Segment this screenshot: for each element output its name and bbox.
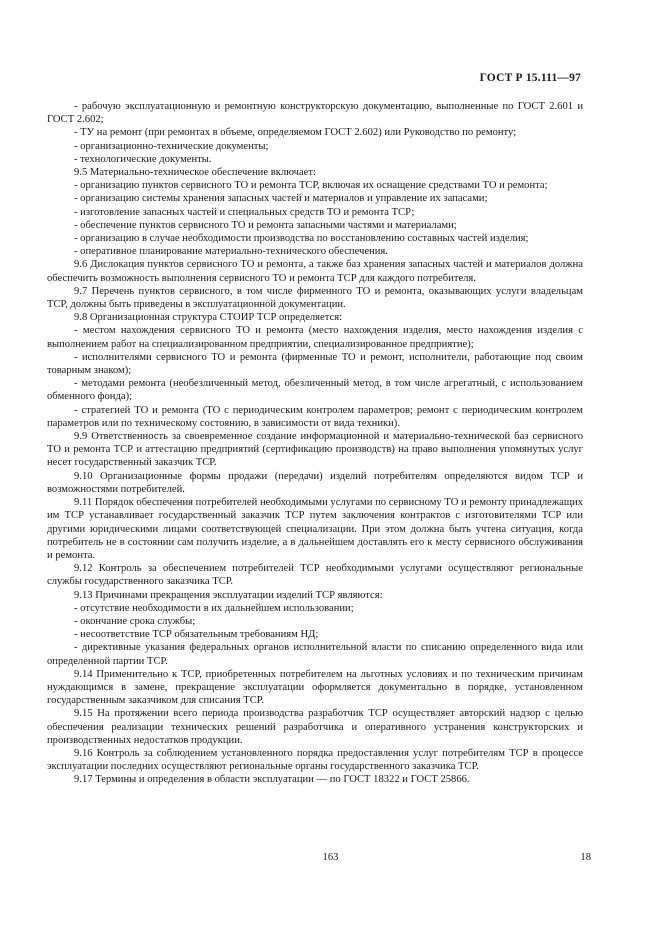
paragraph: - директивные указания федеральных органов исполнительной власти по списанию определенного вида или определенной партии ТСР.	[47, 642, 583, 667]
paragraph: - стратегией ТО и ремонта (ТО с периодическим контролем параметров; ремонт с периодическим контролем параметров или по техническому состоянию, в зависимости от вида техники).	[47, 404, 583, 429]
paragraph: 9.17 Термины и определения в области эксплуатации — по ГОСТ 18322 и ГОСТ 25866.	[74, 774, 470, 786]
paragraph: 9.6 Дислокация пунктов сервисного ТО и ремонта, а также баз хранения запасных частей и материалов должна обеспечить возможность выполнения сервисного ТО и ремонта ТСР для каждого потребителя.	[47, 259, 583, 284]
paragraph: 9.16 Контроль за соблюдением установленного порядка предоставления услуг потребителям ТСР в процессе эксплуатации последних осуществляют региональные органы государственного заказчика ТСР.	[47, 747, 583, 773]
paragraph: 9.9 Ответственность за своевременное создание информационной и материально-технической баз сервисного ТО и ремонта ТСР и аттестацию предприятий (сертификацию производств) на право выполнения упомянутых услуг несет государственный заказчик ТСР.	[47, 431, 583, 469]
paragraph: - обеспечение пунктов сервисного ТО и ремонта запасными частями и материалами;	[74, 219, 457, 231]
paragraph: 9.14 Применительно к ТСР, приобретенных потребителем на льготных условиях и по техническим причинам нуждающимся в замене, прекращение эксплуатации оформляется документально в порядке, установленном государственным заказчиком для списания ТСР.	[47, 668, 583, 707]
paragraph: - оперативное планирование материально-технического обеспечения.	[74, 246, 388, 258]
page-number: 163	[322, 852, 339, 863]
paragraph: - рабочую эксплуатационную и ремонтную конструкторскую документацию, выполненные по ГОСТ 2.601 и ГОСТ 2.602;	[47, 101, 583, 126]
paragraph: - окончание срока службы;	[74, 615, 196, 627]
paragraph: - исполнителями сервисного ТО и ремонта (фирменные ТО и ремонт, исполнители, работающие под своим товарным знаком);	[47, 351, 583, 377]
paragraph: - технологические документы.	[74, 153, 212, 165]
paragraph: - несоответствие ТСР обязательным требованиям НД;	[74, 629, 319, 641]
document-header: ГОСТ Р 15.111—97	[479, 72, 581, 84]
paragraph: - отсутствие необходимости в их дальнейшем использовании;	[74, 602, 354, 614]
paragraph: 9.15 На протяжении всего периода производства разработчик ТСР осуществляет авторский надзор с целью обеспечения реализации технических решений разработчика и оперативного устранения конструкторских и производственных недостатков продукции.	[47, 708, 583, 746]
paragraph: 9.13 Причинами прекращения эксплуатации изделий ТСР являются:	[74, 589, 383, 601]
sheet-number: 18	[580, 852, 591, 863]
paragraph: 9.11 Порядок обеспечения потребителей необходимыми услугами по сервисному ТО и ремонту принадлежащих им ТСР устанавливает государственный заказчик ТСР путем заключения контрактов с изготовителями ТСР или другими юридическими лицами соответствующей специализации. При этом должна быть учтена ситуация, когда потребитель не в состоянии сам получить изделие, а в дальнейшем доставлять его к месту сервисного обслуживания и ремонта.	[47, 497, 583, 561]
document-body	[47, 100, 583, 787]
paragraph: - местом нахождения сервисного ТО и ремонта (место нахождения изделия, место нахождения изделия с выполнением работ на специализированном предприятии, специализированное предприятие);	[47, 325, 583, 350]
paragraph: 9.12 Контроль за обеспечением потребителей ТСР необходимыми услугами осуществляют региональные службы государственного заказчика ТСР.	[47, 563, 583, 588]
paragraph: - методами ремонта (необезличенный метод, обезличенный метод, в том числе агрегатный, с использованием обменного фонда);	[47, 378, 583, 403]
paragraph: - ТУ на ремонт (при ремонтах в объеме, определяемом ГОСТ 2.602) или Руководство по ремонту;	[74, 127, 517, 139]
paragraph: 9.10 Организационные формы продажи (передачи) изделий потребителям определяются видом ТСР и возможностями потребителей.	[47, 470, 583, 495]
paragraph: 9.8 Организационная структура СТОИР ТСР определяется:	[74, 312, 343, 324]
paragraph: 9.7 Перечень пунктов сервисного, в том числе фирменного ТО и ремонта, оказывающих услуги владельцам ТСР, должны быть приведены в эксплуатационной документации.	[47, 285, 583, 311]
paragraph: - организацию пунктов сервисного ТО и ремонта ТСР, включая их оснащение средствами ТО и ремонта;	[74, 180, 548, 192]
paragraph: - изготовление запасных частей и специальных средств ТО и ремонта ТСР;	[74, 206, 415, 218]
paragraph: 9.5 Материально-техническое обеспечение включает:	[74, 167, 316, 179]
paragraph: - организацию в случае необходимости производства по восстановлению составных частей изделия;	[74, 233, 529, 245]
paragraph: - организацию системы хранения запасных частей и материалов и управление их запасами;	[74, 193, 488, 205]
paragraph: - организационно-технические документы;	[74, 140, 269, 152]
